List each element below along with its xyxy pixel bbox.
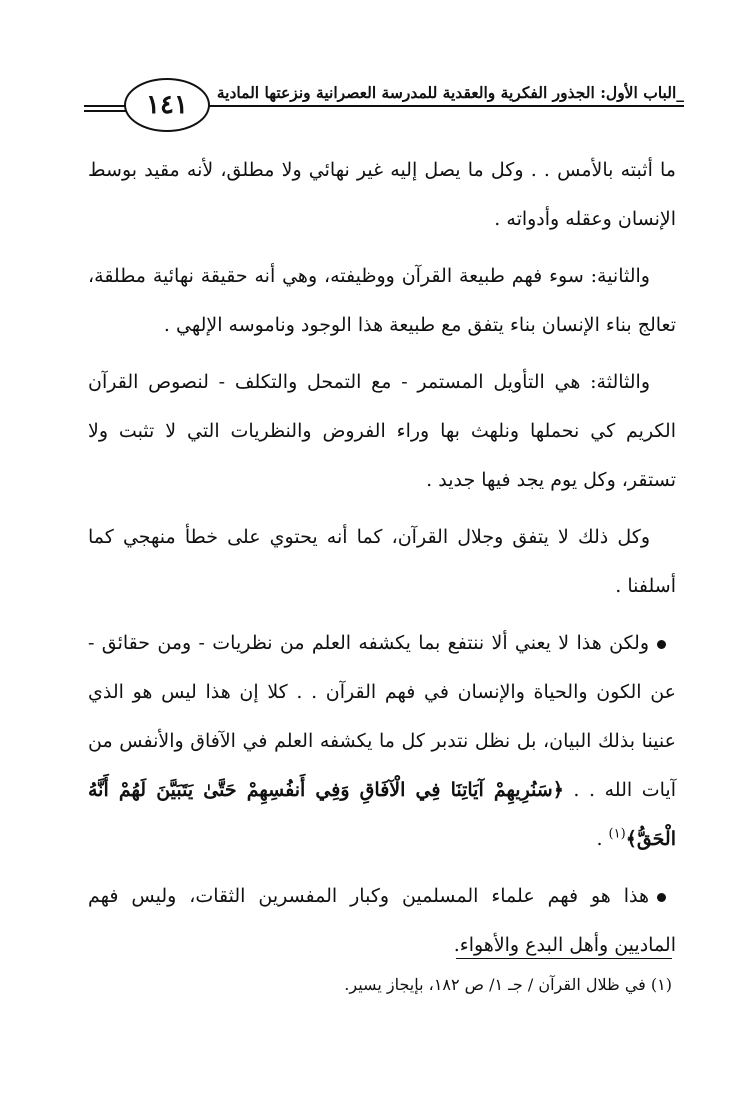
paragraph-6 [88,872,676,970]
paragraph-4: وكل ذلك لا يتفق وجلال القرآن، كما أنه يحتوي على خطأ منهجي كما أسلفنا . [88,526,676,597]
bullet-icon [657,893,666,902]
running-title: _الباب الأول: الجذور الفكرية والعقدية للمدرسة العصرانية ونزعتها المادية [208,82,684,104]
body-text [88,146,676,978]
paragraph-5 [88,619,676,864]
paragraph-1: ما أثبته بالأمس . . وكل ما يصل إليه غير نهائي ولا مطلق، لأنه مقيد بوسط الإنسان وعقله وأدواته . [88,159,676,230]
footnote-separator [456,958,672,959]
paragraph-6-text: هذا هو فهم علماء المسلمين وكبار المفسرين الثقات، وليس فهم الماديين وأهل البدع والأهواء. [88,885,676,956]
quran-verse: ﴿سَنُرِيهِمْ آيَاتِنَا فِي الْآفَاقِ وَفِي أَنفُسِهِمْ حَتَّىٰ يَتَبَيَّنَ لَهُمْ أَنَّهُ الْحَقُّ﴾ [88,779,676,850]
page-number-oval: ١٤١ [124,78,210,132]
footnote-ref: (١) [608,826,626,842]
paragraph-5-text: ولكن هذا لا يعني ألا ننتفع بما يكشفه العلم من نظريات - ومن حقائق - عن الكون والحياة والإنسان في فهم القرآن . . كلا إن هذا ليس هو الذي عنينا بذلك البيان، بل نظل نتدبر كل ما يكشفه العلم في الآفاق والأنفس من آيات الله . . [88,632,676,801]
footnote: (١) في ظلال القرآن / جـ ١/ ص ١٨٢، بإيجاز يسير. [344,975,672,994]
bullet-icon [657,640,666,649]
paragraph-5-end: . [596,828,609,850]
running-header [84,74,684,134]
paragraph-2: والثانية: سوء فهم طبيعة القرآن ووظيفته، وهي أنه حقيقة نهائية مطلقة، تعالج بناء الإنسان بناء يتفق مع طبيعة هذا الوجود وناموسه الإلهي . [88,265,676,336]
paragraph-3: والثالثة: هي التأويل المستمر - مع التمحل والتكلف - لنصوص القرآن الكريم كي نحملها ونلهث بها وراء الفروض والنظريات التي لا تثبت ولا تستقر، وكل يوم يجد فيها جديد . [88,371,676,491]
